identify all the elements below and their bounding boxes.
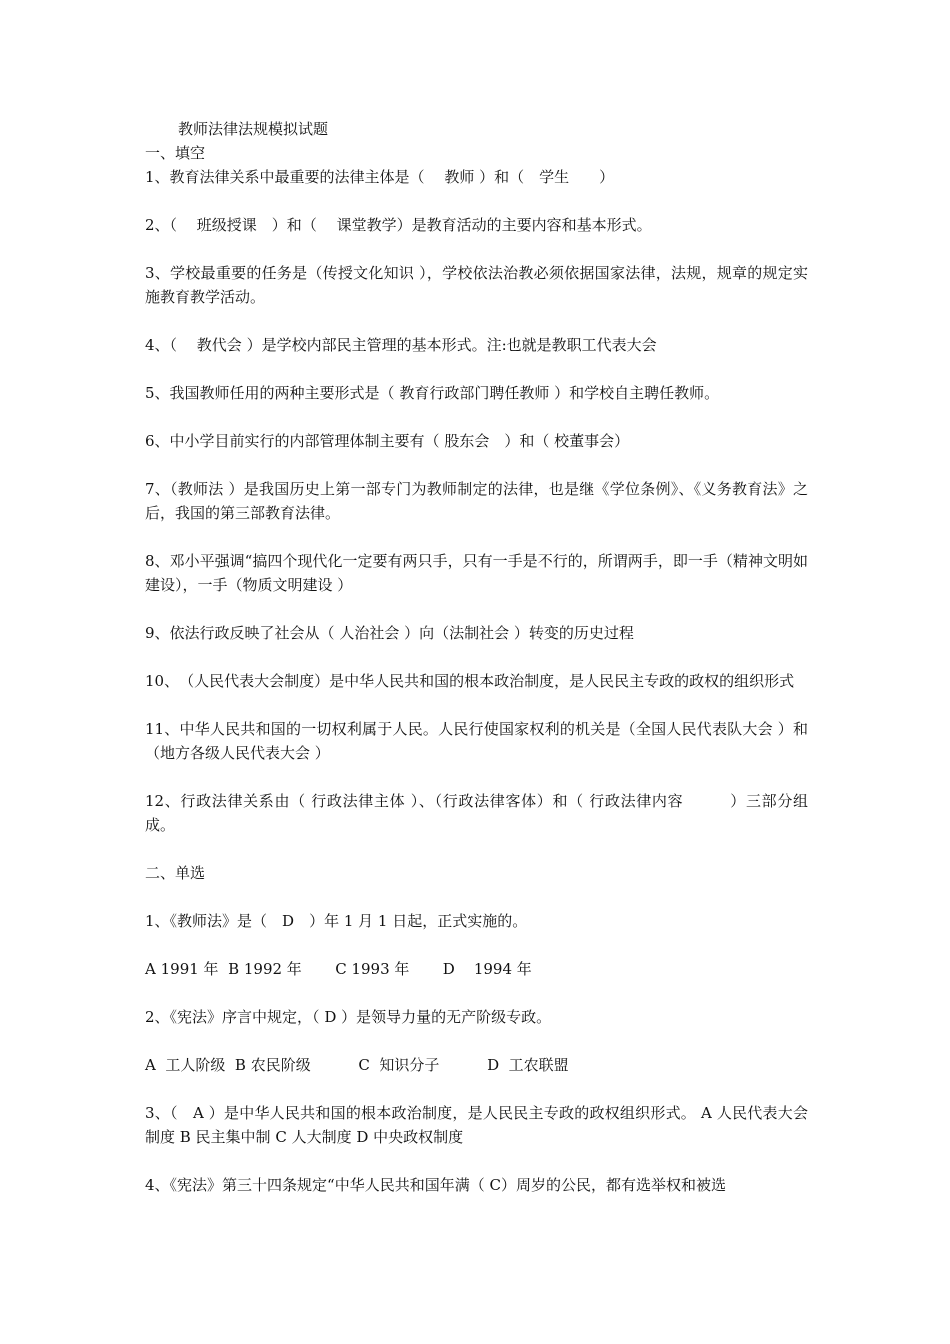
spacer <box>145 237 808 261</box>
spacer <box>145 765 808 789</box>
fill-question-11: 11、中华人民共和国的一切权利属于人民。人民行使国家权利的机关是（全国人民代表队大会 ）和（地方各级人民代表大会 ） <box>145 720 808 762</box>
spacer <box>145 981 808 1005</box>
choice-options-2: A 工人阶级 B 农民阶级 C 知识分子 D 工农联盟 <box>145 1056 569 1074</box>
spacer <box>145 357 808 381</box>
fill-question-3: 3、学校最重要的任务是（传授文化知识 ），学校依法治教必须依据国家法律，法规，规章的规定实施教育教学活动。 <box>145 264 808 306</box>
choice-question-1: 1、《教师法》是（ D ）年 1 月 1 日起，正式实施的。 <box>145 912 528 930</box>
document-title: 教师法律法规模拟试题 <box>178 120 329 138</box>
choice-question-3: 3、（ A ）是中华人民共和国的根本政治制度，是人民民主专政的政权组织形式。 A 人民代表大会制度 B 民主集中制 C 人大制度 D 中央政权制度 <box>145 1104 808 1146</box>
spacer <box>145 837 808 861</box>
fill-question-5: 5、我国教师任用的两种主要形式是（ 教育行政部门聘任教师 ）和学校自主聘任教师。 <box>145 384 720 402</box>
fill-question-1: 1、教育法律关系中最重要的法律主体是（ 教师 ）和（ 学生 ） <box>145 168 615 186</box>
spacer <box>145 405 808 429</box>
choice-options-1: A 1991 年 B 1992 年 C 1993 年 D 1994 年 <box>145 960 532 978</box>
spacer <box>145 453 808 477</box>
spacer <box>145 1029 808 1053</box>
fill-question-9: 9、依法行政反映了社会从（ 人治社会 ）向（法制社会 ）转变的历史过程 <box>145 624 634 642</box>
spacer <box>145 189 808 213</box>
spacer <box>145 597 808 621</box>
fill-question-12: 12、行政法律关系由（ 行政法律主体 ）、（行政法律客体）和（ 行政法律内容 ）三部分组成。 <box>145 792 808 834</box>
choice-question-4: 4、《宪法》第三十四条规定“中华人民共和国年满（ C）周岁的公民，都有选举权和被选 <box>145 1176 726 1194</box>
spacer <box>145 309 808 333</box>
choice-question-2: 2、《宪法》序言中规定，（ D ）是领导力量的无产阶级专政。 <box>145 1008 552 1026</box>
fill-question-6: 6、中小学目前实行的内部管理体制主要有（ 股东会 ）和（ 校董事会） <box>145 432 630 450</box>
spacer <box>145 1077 808 1101</box>
spacer <box>145 1149 808 1173</box>
spacer <box>145 645 808 669</box>
spacer <box>145 885 808 909</box>
spacer <box>145 933 808 957</box>
fill-question-8: 8、邓小平强调“搞四个现代化一定要有两只手，只有一手是不行的，所谓两手，即一手（精神文明如建设），一手（物质文明建设 ） <box>145 552 808 594</box>
fill-question-7: 7、（教师法 ）是我国历史上第一部专门为教师制定的法律，也是继《学位条例》、《义务教育法》之后，我国的第三部教育法律。 <box>145 480 808 522</box>
section-heading-single-choice: 二、单选 <box>145 864 206 882</box>
spacer <box>145 525 808 549</box>
document-body <box>145 117 808 1197</box>
fill-question-10: 10、 （人民代表大会制度）是中华人民共和国的根本政治制度，是人民民主专政的政权的组织形式 <box>145 672 795 690</box>
fill-question-4: 4、（ 教代会 ）是学校内部民主管理的基本形式。注:也就是教职工代表大会 <box>145 336 657 354</box>
fill-question-2: 2、（ 班级授课 ）和（ 课堂教学）是教育活动的主要内容和基本形式。 <box>145 216 652 234</box>
spacer <box>145 693 808 717</box>
section-heading-fill-in: 一、填空 <box>145 144 206 162</box>
